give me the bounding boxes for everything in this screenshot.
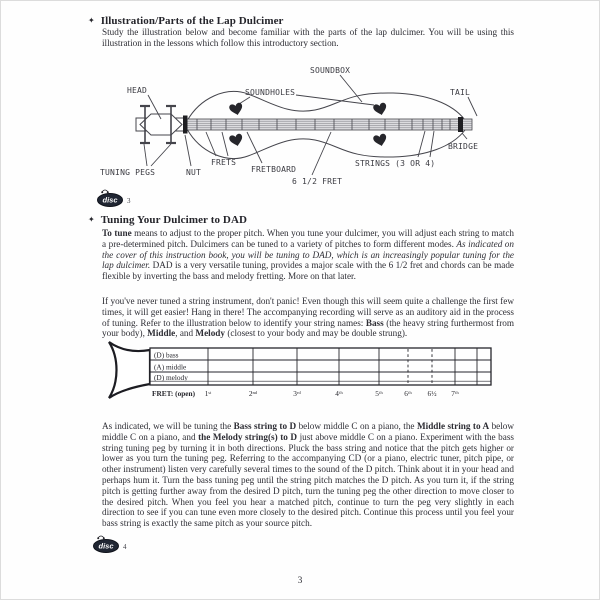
dulcimer-head	[140, 114, 182, 135]
disc-track-3-icon	[96, 188, 142, 208]
label-nut: NUT	[186, 168, 202, 177]
label-soundholes: SOUNDHOLES	[245, 88, 296, 97]
fret-label-1: 1ˢᵗ	[204, 389, 212, 398]
illustration-intro-paragraph: Study the illustration below and become familiar with the parts of the lap dulcimer. You will be using this illustration in the lessons which follow this introductory section.	[102, 27, 514, 48]
fret-caption: FRET: (open)	[152, 389, 196, 398]
page-number: 3	[297, 576, 303, 586]
string-label-melody: (D) melody	[154, 372, 188, 382]
string-label-bass: (D) bass	[154, 350, 179, 360]
disc-ornament-icon	[97, 537, 99, 539]
label-fretboard: FRETBOARD	[251, 165, 297, 174]
label-strings: STRINGS (3 OR 4)	[355, 159, 436, 168]
fret-label-7: 7ᵗʰ	[451, 389, 459, 398]
fret-label-2: 2ⁿᵈ	[248, 389, 258, 398]
peghead-scroll	[109, 342, 150, 398]
label-soundbox: SOUNDBOX	[310, 66, 351, 75]
bridge-bar	[458, 117, 463, 132]
fret-label-5: 5ᵗʰ	[375, 389, 383, 398]
diamond-bullet-icon: ✦	[88, 215, 95, 224]
label-head: HEAD	[127, 86, 148, 95]
label-tuning-pegs: TUNING PEGS	[100, 168, 156, 177]
disc-label: disc	[98, 541, 114, 551]
disc-label: disc	[102, 195, 118, 205]
label-six-half-fret: 6 1/2 FRET	[292, 177, 343, 186]
tuning-instructions-paragraph: As indicated, we will be tuning the Bass string to D below middle C on a piano, the Middle string to A below middle C on a piano, and the Melody string(s) to D just above middle C on a piano. Experiment with the bass string tuning peg by turning it in both directions. Pluck the bass string and notice that the pitch gets higher or lower as you turn the tuning peg. Referring to the accompanying CD (or a piano, electric tuner, pitch pipe, or other instrument) listen very carefully several times to the sound of the D pitch. Think about it in your head and perhaps hum it. Turn the bass tuning peg until the string pitch matches the D pitch. As you turn it, if the string pitch is getting further away from the desired D pitch, turn the tuning peg the other direction to move closer to the desired pitch. When you feel you hear a matched pitch, continue to turn the peg very slightly in each direction to see if you can tune even more closely to the desired pitch. Continue this process until you feel your bass string is exactly the same pitch as your source pitch.	[102, 421, 515, 529]
section-title: Illustration/Parts of the Lap Dulcimer	[100, 15, 284, 27]
disc-ornament-icon	[103, 537, 105, 539]
disc-track-number: 4	[123, 543, 127, 551]
dulcimer-parts-diagram	[88, 58, 518, 190]
fret-label-6: 6ᵗʰ	[404, 389, 412, 398]
string-label-middle: (A) middle	[154, 362, 187, 372]
label-bridge: BRIDGE	[448, 142, 479, 151]
tuning-paragraph-2: If you've never tuned a string instrument, don't panic! Even though this will seem quite a challenge the first few times, it will get easier! Hang in there! The accompanying recording will serve as an auditory aid in the process of tuning. Refer to the illustration below to identify your string names: Bass (the heavy string furthermost from your body), Middle, and Melody (closest to your body and may be double strung).	[102, 296, 515, 339]
tuning-paragraph-1: To tune means to adjust to the proper pitch. When you tune your dulcimer, you will adjust each string to match a pre-determined pitch. Dulcimers can be tuned to a variety of pitches to form different modes. As indicated on the cover of this instruction book, you will be tuning to DAD, which is an increasingly popular tuning for the lap dulcimer. DAD is a very versatile tuning, provides a major scale with the 6 1/2 fret and chords can be made flexible by inverting the bass and melody fretting. More on that later.	[102, 228, 514, 282]
diamond-bullet-icon: ✦	[88, 16, 95, 25]
disc-ornament-icon	[101, 191, 103, 193]
fret-label-4: 4ᵗʰ	[335, 389, 343, 398]
fretboard-chart-diagram	[88, 340, 518, 404]
fretboard-strip	[187, 119, 472, 130]
fret-label-3: 3ʳᵈ	[293, 389, 301, 398]
section-illustration-heading	[88, 15, 284, 27]
disc-track-number: 3	[127, 197, 131, 205]
label-tail: TAIL	[450, 88, 471, 97]
section-title: Tuning Your Dulcimer to DAD	[100, 214, 248, 226]
fret-label-6half: 6½	[427, 389, 437, 398]
disc-track-4-icon	[92, 534, 138, 554]
section-tuning-heading	[88, 214, 247, 226]
disc-ornament-icon	[107, 191, 109, 193]
dulcimer-body-outline	[187, 92, 465, 121]
nut-bar	[183, 116, 188, 134]
label-frets: FRETS	[211, 158, 237, 167]
fret-grid-box	[150, 348, 491, 385]
